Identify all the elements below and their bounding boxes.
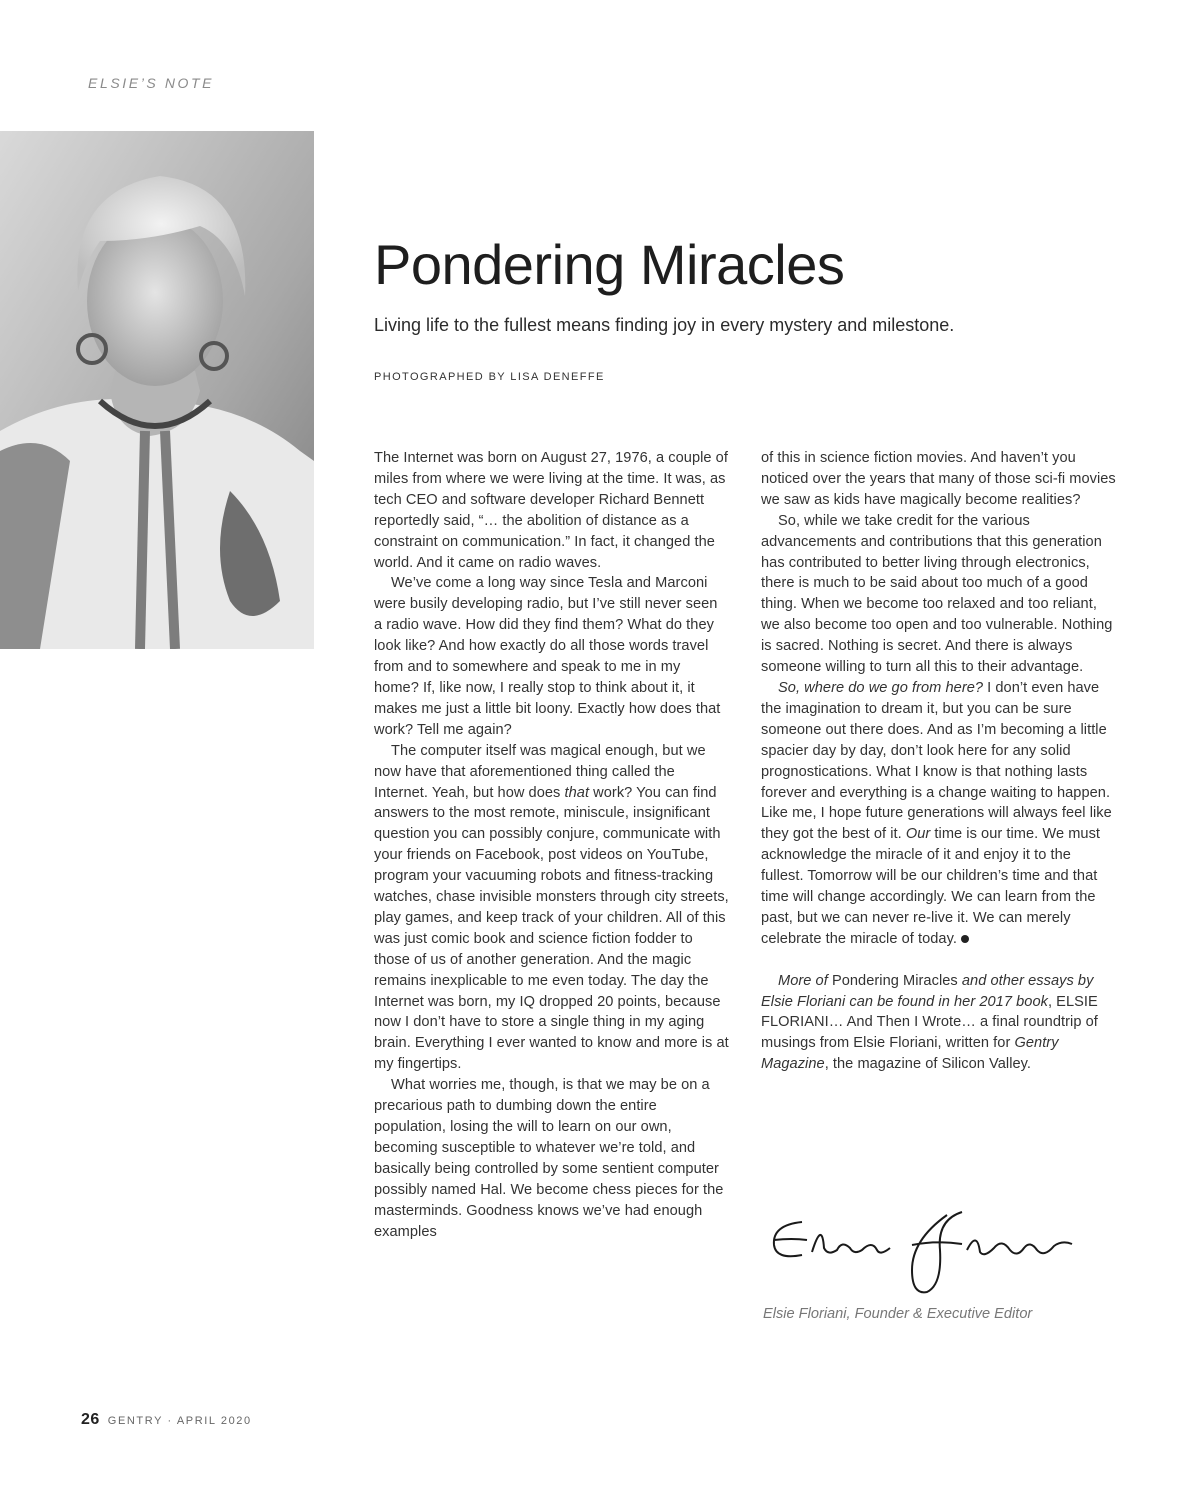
- body-paragraph: What worries me, though, is that we may be on a precarious path to dumbing down the entire population, losing the will to learn on our own, becoming susceptible to whatever we’re told, and basically being controlled by some sentient computer possibly named Hal. We become chess pieces for the masterminds. Goodness knows we’ve had enough examples: [374, 1077, 724, 1240]
- footer-separator: ·: [167, 1415, 173, 1427]
- photo-credit: PHOTOGRAPHED BY LISA DENEFFE: [374, 371, 605, 383]
- note-text: Pondering Miracles: [831, 972, 958, 989]
- signature: [762, 1200, 1092, 1300]
- article-subtitle: Living life to the fullest means finding joy in every mystery and milestone.: [374, 315, 955, 335]
- portrait-photo: [0, 131, 314, 649]
- body-paragraph: We’ve come a long way since Tesla and Marconi were busily developing radio, but I’ve still never seen a radio wave. How did they find them? What do they look like? And how exactly do all those words travel from and to somewhere and speak to me in my home? If, like now, I really stop to think about it, it makes me just a little bit loony. Exactly how does that work? Tell me again?: [374, 575, 721, 738]
- section-label: ELSIE’S NOTE: [88, 75, 215, 91]
- body-column-left: [374, 448, 729, 1242]
- signature-icon: [762, 1200, 1092, 1300]
- emphasis: So, where do we go from here?: [778, 679, 984, 696]
- body-paragraph: of this in science fiction movies. And haven’t you noticed over the years that many of those sci-fi movies we saw as kids have magically become realities?: [761, 450, 1116, 508]
- body-text: time is our time. We must acknowledge the miracle of it and enjoy it to the fullest. Tomorrow will be our children’s time and that time will change accordingly. We can learn from the past, but we can never re-live it. We can merely celebrate the miracle of today.: [761, 826, 1101, 947]
- emphasis: Our: [905, 826, 931, 843]
- body-paragraph: So, while we take credit for the various advancements and contributions that this generation has contributed to better living through electronics, there is much to be said about too much of a good thing. When we become too relaxed and too reliant, we also become too open and too vulnerable. Nothing is sacred. Nothing is secret. And there is always someone willing to turn all this to their advantage.: [761, 512, 1113, 676]
- article-title: Pondering Miracles: [374, 233, 845, 296]
- emphasis: that: [564, 784, 590, 801]
- note-text: , ELSIE FLORIANI… And Then I Wrote… a final roundtrip of musings from Elsie Floriani, written for: [761, 993, 1098, 1052]
- body-column-right: [761, 448, 1117, 1075]
- page-footer: [81, 1411, 252, 1429]
- book-note: [761, 971, 1117, 1076]
- note-text: and other essays by Elsie Floriani can be found in her 2017 book: [761, 972, 1094, 1010]
- body-text: I don’t even have the imagination to dream it, but you can be sure someone out there does. And as I’m becoming a little spacier day by day, don’t look here for any solid prognostications. What I know is that nothing lasts forever and everything is a change waiting to happen. Like me, I hope future generations will always feel like they got the best of it.: [761, 679, 1112, 843]
- note-text: More of: [778, 972, 832, 989]
- body-text: The computer itself was magical enough, but we now have that aforementioned thing called the Internet. Yeah, but how does: [374, 742, 706, 801]
- body-paragraph: [374, 741, 729, 1076]
- issue-date: APRIL 2020: [176, 1415, 252, 1427]
- end-mark-icon: [961, 935, 969, 943]
- note-text: , the magazine of Silicon Valley.: [824, 1056, 1032, 1073]
- signature-caption: Elsie Floriani, Founder & Executive Editor: [763, 1306, 1033, 1322]
- page-number: 26: [81, 1411, 100, 1428]
- note-text: Gentry Magazine: [761, 1035, 1059, 1073]
- body-paragraph: The Internet was born on August 27, 1976, a couple of miles from where we were living at the time. It was, as tech CEO and software developer Richard Bennett reportedly said, “… the abolition of distance as a constraint on communication.” In fact, it changed the world. And it came on radio waves.: [374, 450, 728, 571]
- portrait-illustration: [0, 131, 314, 649]
- publication-name: GENTRY: [107, 1415, 163, 1427]
- body-text: work? You can find answers to the most remote, miniscule, insignificant question you can possibly conjure, communicate with your friends on Facebook, post videos on YouTube, program your vacuuming robots and fitness-tracking watches, chase invisible monsters through city streets, play games, and keep track of your children. All of this was just comic book and science fiction fodder to those of us of another generation. And the magic remains inexplicable to me even today. The day the Internet was born, my IQ dropped 20 points, because now I don’t have to store a single thing in my aging brain. Everything I ever wanted to know and more is at my fingertips.: [374, 784, 729, 1073]
- body-paragraph: [761, 678, 1117, 950]
